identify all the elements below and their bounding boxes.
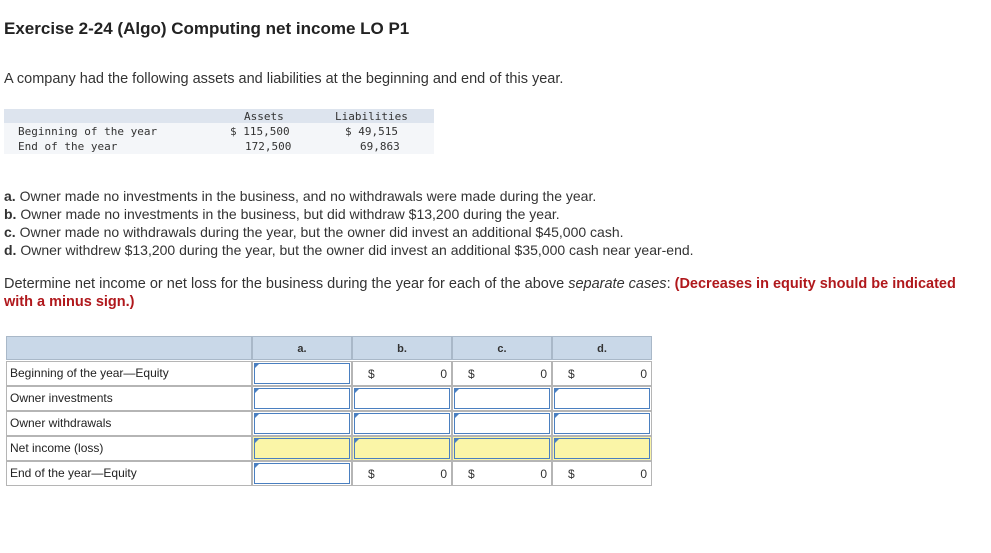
- cell-c-beginning-equity: [452, 361, 552, 386]
- value-c-beginning-equity: 0: [640, 367, 647, 381]
- input-b-investments[interactable]: [354, 388, 450, 409]
- intro-text: A company had the following assets and liabilities at the beginning and end of this year.: [4, 71, 564, 87]
- page-title: Exercise 2-24 (Algo) Computing net income LO P1: [4, 19, 410, 38]
- row-label-beginning: Beginning of the year: [18, 125, 158, 138]
- input-d-net-income[interactable]: [554, 438, 650, 459]
- value-b-beginning-equity: 0: [540, 367, 547, 381]
- case-c: c. Owner made no withdrawals during the year, but the owner did invest an additional $45,000 cash.: [4, 224, 624, 240]
- input-c-withdrawals[interactable]: [454, 413, 550, 434]
- cell-b-investments[interactable]: [352, 386, 452, 411]
- cell-a-end-equity[interactable]: [252, 461, 352, 486]
- row-owner-withdrawals: Owner withdrawals: [6, 411, 252, 436]
- dollar-sign: $: [568, 467, 575, 481]
- dollar-sign: $: [468, 467, 475, 481]
- grid-header-a: a.: [252, 336, 352, 360]
- cell-d-withdrawals[interactable]: [552, 411, 652, 436]
- assets-liabilities-table: [4, 109, 434, 154]
- cell-a-investments[interactable]: [252, 386, 352, 411]
- grid-header-blank: [6, 336, 252, 360]
- case-list: [4, 187, 694, 259]
- row-net-income: Net income (loss): [6, 436, 252, 461]
- input-a-withdrawals[interactable]: [254, 413, 350, 434]
- case-a: a. Owner made no investments in the business, and no withdrawals were made during the year.: [4, 188, 597, 204]
- sign-note: (Decreases in equity should be indicated with a minus sign.): [4, 276, 956, 310]
- cell-b-end-equity: [352, 461, 452, 486]
- cell-a-net-income[interactable]: [252, 436, 352, 461]
- cell-c-end-equity: [452, 461, 552, 486]
- cell-d-end-equity: [552, 461, 652, 486]
- cell-d-beginning-equity: [552, 361, 652, 386]
- cell-b-net-income[interactable]: [352, 436, 452, 461]
- grid-header-b: b.: [352, 336, 452, 360]
- input-a-beginning-equity[interactable]: [254, 363, 350, 384]
- value-a-end-equity: 0: [440, 467, 447, 481]
- beginning-assets: $ 115,500: [230, 125, 290, 138]
- row-label-end: End of the year: [18, 140, 118, 153]
- input-d-investments[interactable]: [554, 388, 650, 409]
- input-b-net-income[interactable]: [354, 438, 450, 459]
- cell-d-net-income[interactable]: [552, 436, 652, 461]
- case-d: d. Owner withdrew $13,200 during the year, but the owner did invest an additional $35,000 cash near year-end.: [4, 242, 694, 258]
- col-header-assets: Assets: [244, 110, 284, 123]
- case-b: b. Owner made no investments in the business, but did withdraw $13,200 during the year.: [4, 206, 560, 222]
- cell-c-withdrawals[interactable]: [452, 411, 552, 436]
- dollar-sign: $: [568, 367, 575, 381]
- cell-d-investments[interactable]: [552, 386, 652, 411]
- end-assets: 172,500: [245, 140, 292, 153]
- end-liabilities: 69,863: [360, 140, 400, 153]
- beginning-liabilities: $ 49,515: [345, 125, 398, 138]
- input-c-net-income[interactable]: [454, 438, 550, 459]
- cell-b-beginning-equity: [352, 361, 452, 386]
- row-end-equity: End of the year—Equity: [6, 461, 252, 486]
- value-a-beginning-equity: 0: [440, 367, 447, 381]
- dollar-sign: $: [468, 367, 475, 381]
- input-a-net-income[interactable]: [254, 438, 350, 459]
- col-header-liabilities: Liabilities: [335, 110, 408, 123]
- answer-grid: [6, 336, 652, 486]
- input-b-withdrawals[interactable]: [354, 413, 450, 434]
- row-beginning-equity: Beginning of the year—Equity: [6, 361, 252, 386]
- grid-header-d: d.: [552, 336, 652, 360]
- input-a-end-equity[interactable]: [254, 463, 350, 484]
- grid-header-c: c.: [452, 336, 552, 360]
- value-b-end-equity: 0: [540, 467, 547, 481]
- cell-b-withdrawals[interactable]: [352, 411, 452, 436]
- input-d-withdrawals[interactable]: [554, 413, 650, 434]
- cell-c-net-income[interactable]: [452, 436, 552, 461]
- row-owner-investments: Owner investments: [6, 386, 252, 411]
- cell-a-withdrawals[interactable]: [252, 411, 352, 436]
- input-c-investments[interactable]: [454, 388, 550, 409]
- dollar-sign: $: [368, 467, 375, 481]
- cell-c-investments[interactable]: [452, 386, 552, 411]
- input-a-investments[interactable]: [254, 388, 350, 409]
- instructions: Determine net income or net loss for the business during the year for each of the above separate cases: (Decreases in equity should be indicated with a minus sign.): [4, 276, 956, 310]
- cell-a-beginning-equity[interactable]: [252, 361, 352, 386]
- value-c-end-equity: 0: [640, 467, 647, 481]
- dollar-sign: $: [368, 367, 375, 381]
